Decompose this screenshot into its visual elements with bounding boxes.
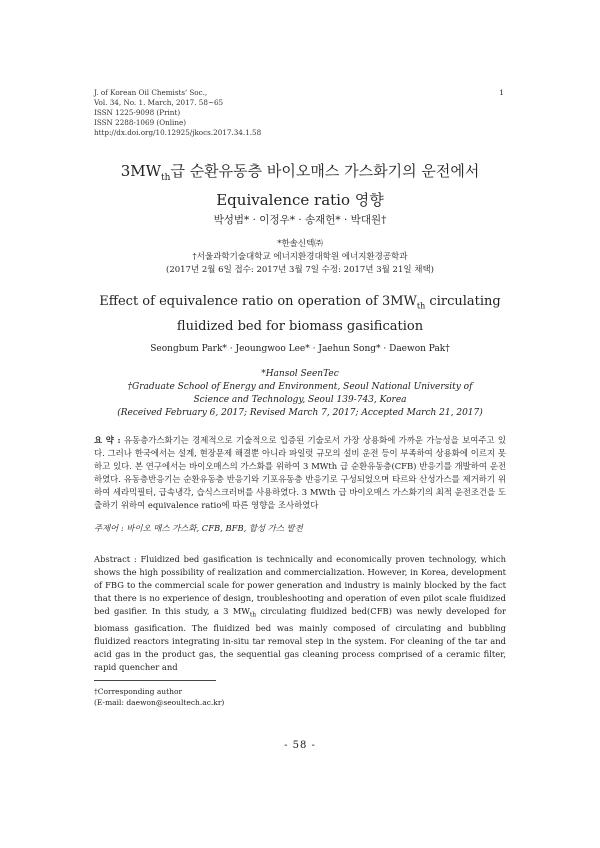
- title-ko-part2: 급 순환유동층 바이오매스 가스화기의 운전에서: [170, 162, 480, 180]
- aff-ko-line3: (2017년 2월 6일 접수: 2017년 3월 7일 수정: 2017년 3월 21일 채택): [166, 265, 434, 275]
- aff-en-line2: †Graduate School of Energy and Environment, Seoul National University of: [127, 382, 473, 392]
- aff-en-line3: Science and Technology, Seoul 139-743, Korea: [193, 395, 407, 405]
- issn-print: ISSN 1225-9098 (Print): [94, 108, 181, 117]
- affiliations-korean: [0, 238, 600, 277]
- abstract-en-sub: th: [249, 611, 257, 619]
- aff-en-line1: *Hansol SeenTec: [261, 369, 339, 379]
- title-ko-sub: th: [161, 173, 171, 183]
- aff-ko-line2: †서울과학기술대학교 에너지환경대학원 에너지환경공학과: [192, 252, 408, 262]
- title-en-sub: th: [416, 301, 426, 311]
- title-en-part1: Effect of equivalence ratio on operation of 3MW: [99, 294, 417, 309]
- authors-korean: 박성범* · 이정우* · 송재헌* · 박대원†: [213, 214, 387, 226]
- abstract-english: [94, 553, 506, 674]
- title-korean: [0, 160, 600, 211]
- footnote-email: (E-mail: daewon@seoultech.ac.kr): [94, 698, 225, 707]
- affiliations-english: [0, 368, 600, 420]
- journal-volume: Vol. 34, No. 1. March, 2017. 58~65: [94, 98, 224, 107]
- keywords-korean: 주제어 : 바이오 매스 가스화, CFB, BFB, 합성 가스 발전: [94, 523, 303, 533]
- title-en-line2: fluidized bed for biomass gasification: [176, 318, 424, 334]
- authors-english: Seongbum Park* · Jeoungwoo Lee* · Jaehun Song* · Daewon Pak†: [150, 344, 450, 354]
- title-ko-part1: 3MW: [120, 162, 162, 180]
- journal-header: [94, 88, 261, 138]
- title-en-part2: circulating: [425, 294, 501, 309]
- abstract-korean: [94, 434, 506, 512]
- footnote-corresponding: †Corresponding author: [94, 687, 183, 696]
- abstract-en-text1: Fluidized bed gasification is technically and economically proven technology, which shows the high possibility of realization and commercialization. However, in Korea, development of FBG to the commercial scale for power generation and industry is mainly blocked by the fact that there is no experience of design, troubleshooting and operation of even pilot scale fluidized bed gasifier. In this study, a 3 MW: [94, 554, 507, 616]
- abstract-en-label: Abstract :: [94, 554, 137, 564]
- abstract-ko-text: 유동층가스화기는 경제적으로 기술적으로 입증된 기술로서 가장 상용화에 가까운 가능성을 보여주고 있다. 그러나 한국에서는 설계, 현장문제 해결뿐 아니라 파일럿 규모의 설비 운전 등이 부족하여 상용화에 이르지 못하고 있다. 본 연구에서는 바이오매스의 가스화를 위하여 3 MWth 급 순환유동층(CFB) 반응기를 개발하여 운전하였다. 유동층반응기는 순환유동층 반응기와 기포유동층 반응기로 구성되었으며 타르와 산성가스를 제거하기 위하여 세라믹필터, 급속냉각, 습식스크러버를 사용하였다. 3 MWth 급 바이오매스 가스화기의 최적 운전조건을 도출하기 위하여 equivalence ratio에 따른 영향을 조사하였다: [94, 435, 507, 510]
- aff-en-line4: (Received February 6, 2017; Revised March 7, 2017; Accepted March 21, 2017): [117, 408, 483, 418]
- title-ko-line2: Equivalence ratio 영향: [216, 191, 384, 209]
- footnote-divider: [94, 680, 216, 681]
- issn-online: ISSN 2288-1069 (Online): [94, 118, 187, 127]
- title-english: [0, 292, 600, 337]
- abstract-ko-label: 요 약 :: [94, 435, 121, 445]
- abstract-en-text2: circulating fluidized bed(CFB) was newly developed for biomass gasification. The fluidized bed was mainly composed of circulating and bubbling fluidized reactors integrating in-situ tar removal step in the system. For cleaning of the tar and acid gas in the product gas, the sequential gas cleaning process comprised of a ceramic filter, rapid quencher and: [94, 606, 506, 672]
- header-page-number: 1: [499, 88, 504, 97]
- page-footer-number: - 58 -: [284, 740, 316, 751]
- footnote: [94, 686, 224, 708]
- journal-name: J. of Korean Oil Chemists' Soc.,: [94, 88, 208, 97]
- doi-link[interactable]: http://dx.doi.org/10.12925/jkocs.2017.34.1.58: [94, 128, 262, 137]
- aff-ko-line1: *한솔신텍㈜: [277, 239, 323, 249]
